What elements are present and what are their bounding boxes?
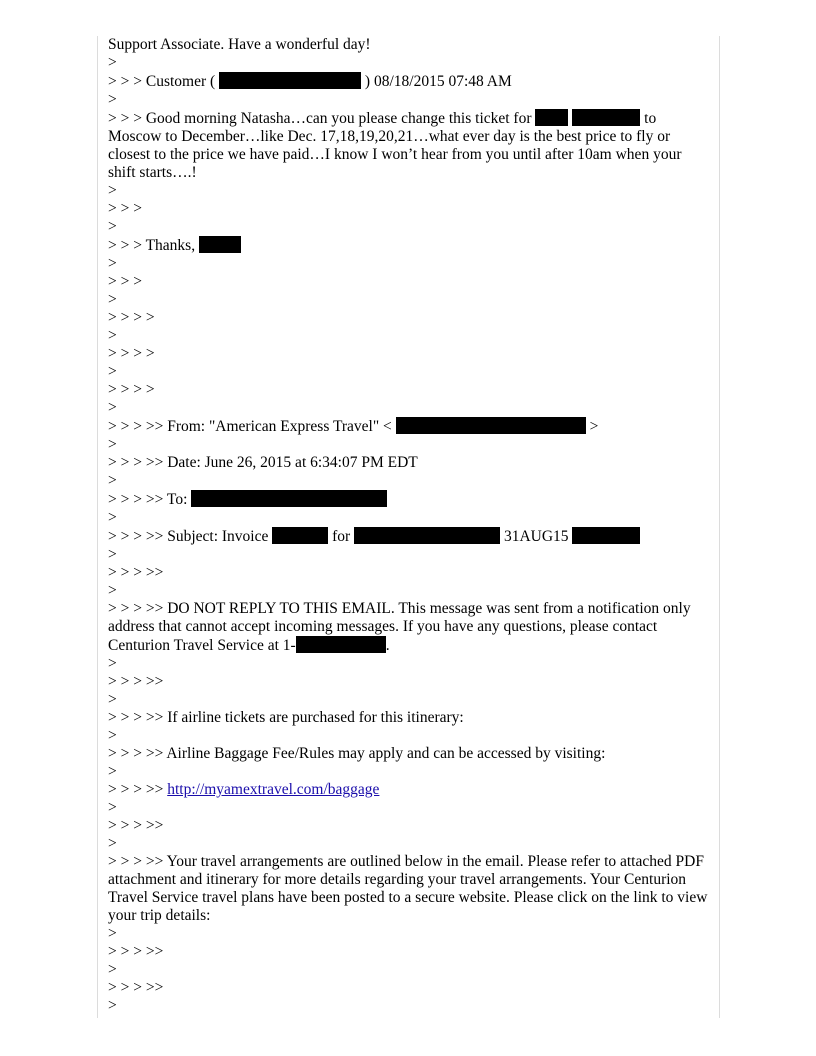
quote-marker-3: > > > [108,273,142,290]
quote-marker: > [108,327,117,344]
to-line [108,490,712,509]
email-body [108,36,712,1015]
quote-marker: > [108,509,117,526]
thanks-line [108,236,712,255]
quote-marker: > [108,961,117,978]
quote-marker-5: > > > >> [108,979,164,996]
quote-marker-5: > > > >> [108,817,164,834]
quote-marker: > [108,546,117,563]
quote-marker: > [108,727,117,744]
redacted-phone-number [296,636,386,653]
redacted-signature [199,236,241,253]
redacted-to-address [191,490,387,507]
customer-suffix: ) 08/18/2015 07:48 AM [364,73,512,90]
airline-tickets-line: > > > >> If airline tickets are purchased for this itinerary: [108,709,464,726]
quote-marker: > [108,763,117,780]
quote-marker-3: > > > [108,200,142,217]
redacted-invoice-number [272,527,328,544]
subject-line [108,527,712,546]
quote-marker: > [108,835,117,852]
quote-marker-4: > > > > [108,381,155,398]
quote-marker: > [108,582,117,599]
from-prefix: > > > >> From: "American Express Travel" < [108,418,392,435]
quote-marker-5: > > > >> [108,564,164,581]
quote-marker: > [108,997,117,1014]
baggage-link[interactable]: http://myamextravel.com/baggage [167,781,380,798]
quote-marker: > [108,655,117,672]
quote-marker: > [108,691,117,708]
quote-marker-5: > > > >> [108,943,164,960]
quote-marker: > [108,91,117,108]
quote-marker: > [108,472,117,489]
noreply-paragraph [108,600,712,655]
redacted-destination [572,527,640,544]
quote-marker: > [108,255,117,272]
quote-marker: > [108,218,117,235]
greeting-paragraph [108,109,712,182]
to-prefix: > > > >> To: [108,491,188,508]
quote-marker-4: > > > > [108,345,155,362]
customer-line [108,72,712,91]
redacted-last-name [572,109,640,126]
arrangements-paragraph: > > > >> Your travel arrangements are outlined below in the email. Please refer to attached PDF attachment and itinerary for more details regarding your travel arrangements. Your Centurion Travel Service travel plans have been posted to a secure website. Please click on the link to view your trip details: [108,853,712,924]
redacted-from-address [396,417,586,434]
baggage-url-line [108,781,712,799]
greeting-end: to Moscow to December…like Dec. 17,18,19,20,21…what ever day is the best price to fly or closest to the price we have paid…I know I won’t hear from you until after 10am when your shift starts….! [108,110,686,181]
thanks-text: > > > Thanks, [108,237,196,254]
baggage-rules-line: > > > >> Airline Baggage Fee/Rules may apply and can be accessed by visiting: [108,745,606,762]
from-line [108,417,712,436]
quote-marker-4: > > > > [108,309,155,326]
redacted-customer-email [219,72,361,89]
customer-prefix: > > > Customer ( [108,73,216,90]
quote-marker: > [108,799,117,816]
redacted-traveler-name [354,527,500,544]
quote-marker: > [108,436,117,453]
quote-marker: > [108,925,117,942]
quote-marker: > [108,182,117,199]
subject-for: for [332,528,351,545]
closing-line: Support Associate. Have a wonderful day! [108,36,371,53]
quote-marker-5: > > > >> [108,673,164,690]
subject-prefix: > > > >> Subject: Invoice [108,528,269,545]
quote-marker: > [108,291,117,308]
noreply-text: > > > >> DO NOT REPLY TO THIS EMAIL. This message was sent from a notification only address that cannot accept incoming messages. If you have any questions, please contact Centurion Travel Service at 1- [108,600,695,654]
quote-marker: > [108,399,117,416]
subject-date: 31AUG15 [503,528,569,545]
noreply-end: . [385,637,390,654]
quote-marker: > [108,54,117,71]
url-prefix: > > > >> [108,781,164,798]
from-suffix: > [589,418,599,435]
quote-marker: > [108,363,117,380]
redacted-first-name [535,109,568,126]
date-line: > > > >> Date: June 26, 2015 at 6:34:07 PM EDT [108,454,418,471]
greeting-start: > > > Good morning Natasha…can you please change this ticket for [108,110,532,127]
